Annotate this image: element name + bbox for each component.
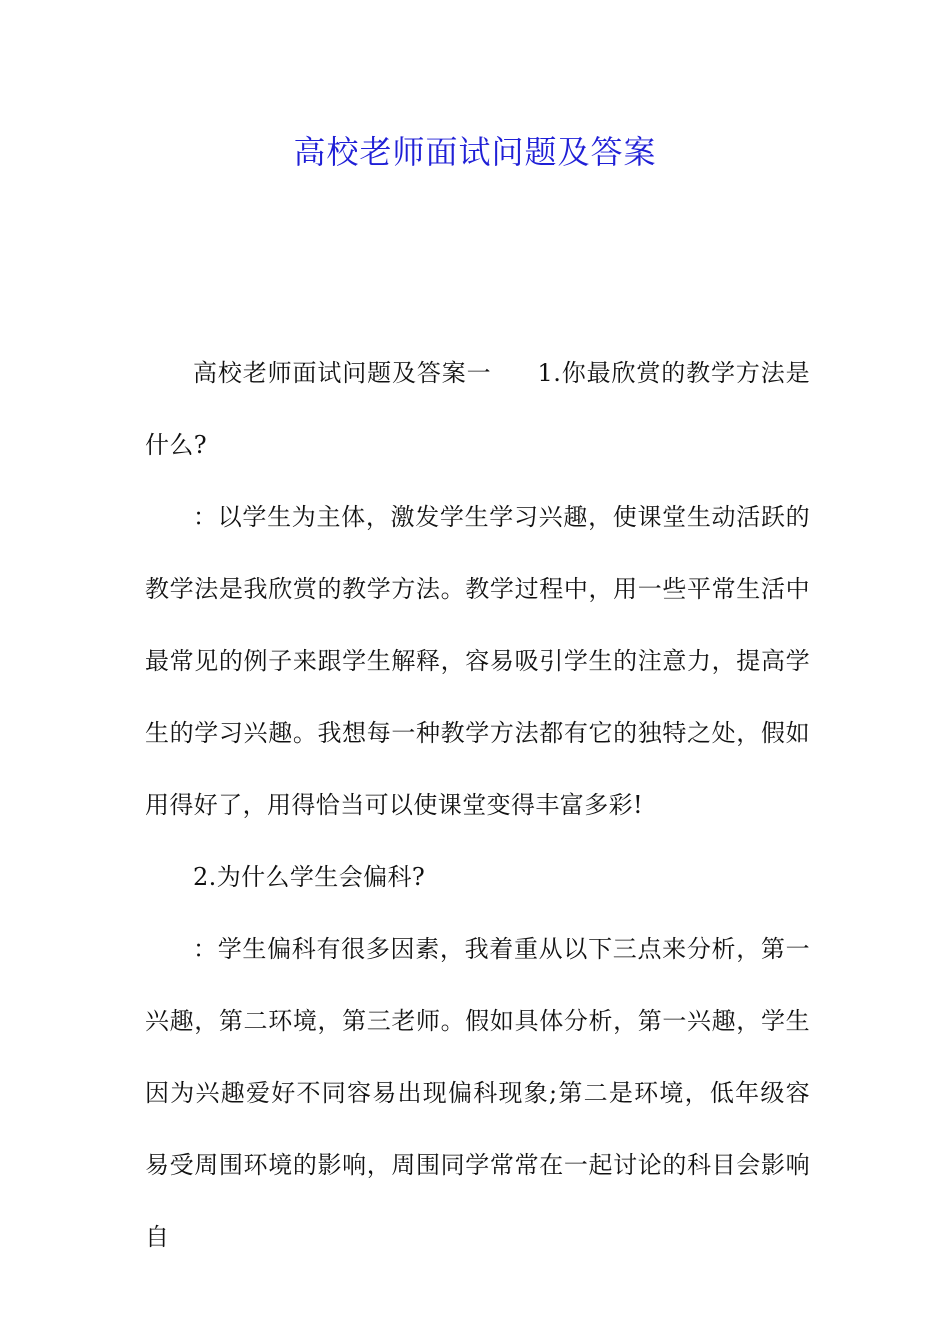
paragraph-answer-1: ：以学生为主体，激发学生学习兴趣，使课堂生动活跃的教学法是我欣赏的教学方法。教学过程中，用一些平常生活中最常见的例子来跟学生解释，容易吸引学生的注意力，提高学生的学习兴趣。我想每一种教学方法都有它的独特之处，假如用得好了，用得恰当可以使课堂变得丰富多彩!: [145, 503, 810, 819]
question-1-text: 1.你最欣赏的教学方法是什么?: [145, 359, 810, 459]
paragraph-question-1: [145, 337, 810, 481]
document-body: [145, 337, 810, 1273]
paragraph-answer-2: ：学生偏科有很多因素，我着重从以下三点来分析，第一兴趣，第二环境，第三老师。假如具体分析，第一兴趣，学生因为兴趣爱好不同容易出现偏科现象;第二是环境，低年级容易受周围环境的影响，周围同学常常在一起讨论的科目会影响自: [145, 935, 810, 1251]
section-heading: 高校老师面试问题及答案一: [193, 359, 492, 387]
paragraph-question-2: 2.为什么学生会偏科?: [193, 863, 426, 891]
document-title: 高校老师面试问题及答案: [293, 133, 657, 171]
